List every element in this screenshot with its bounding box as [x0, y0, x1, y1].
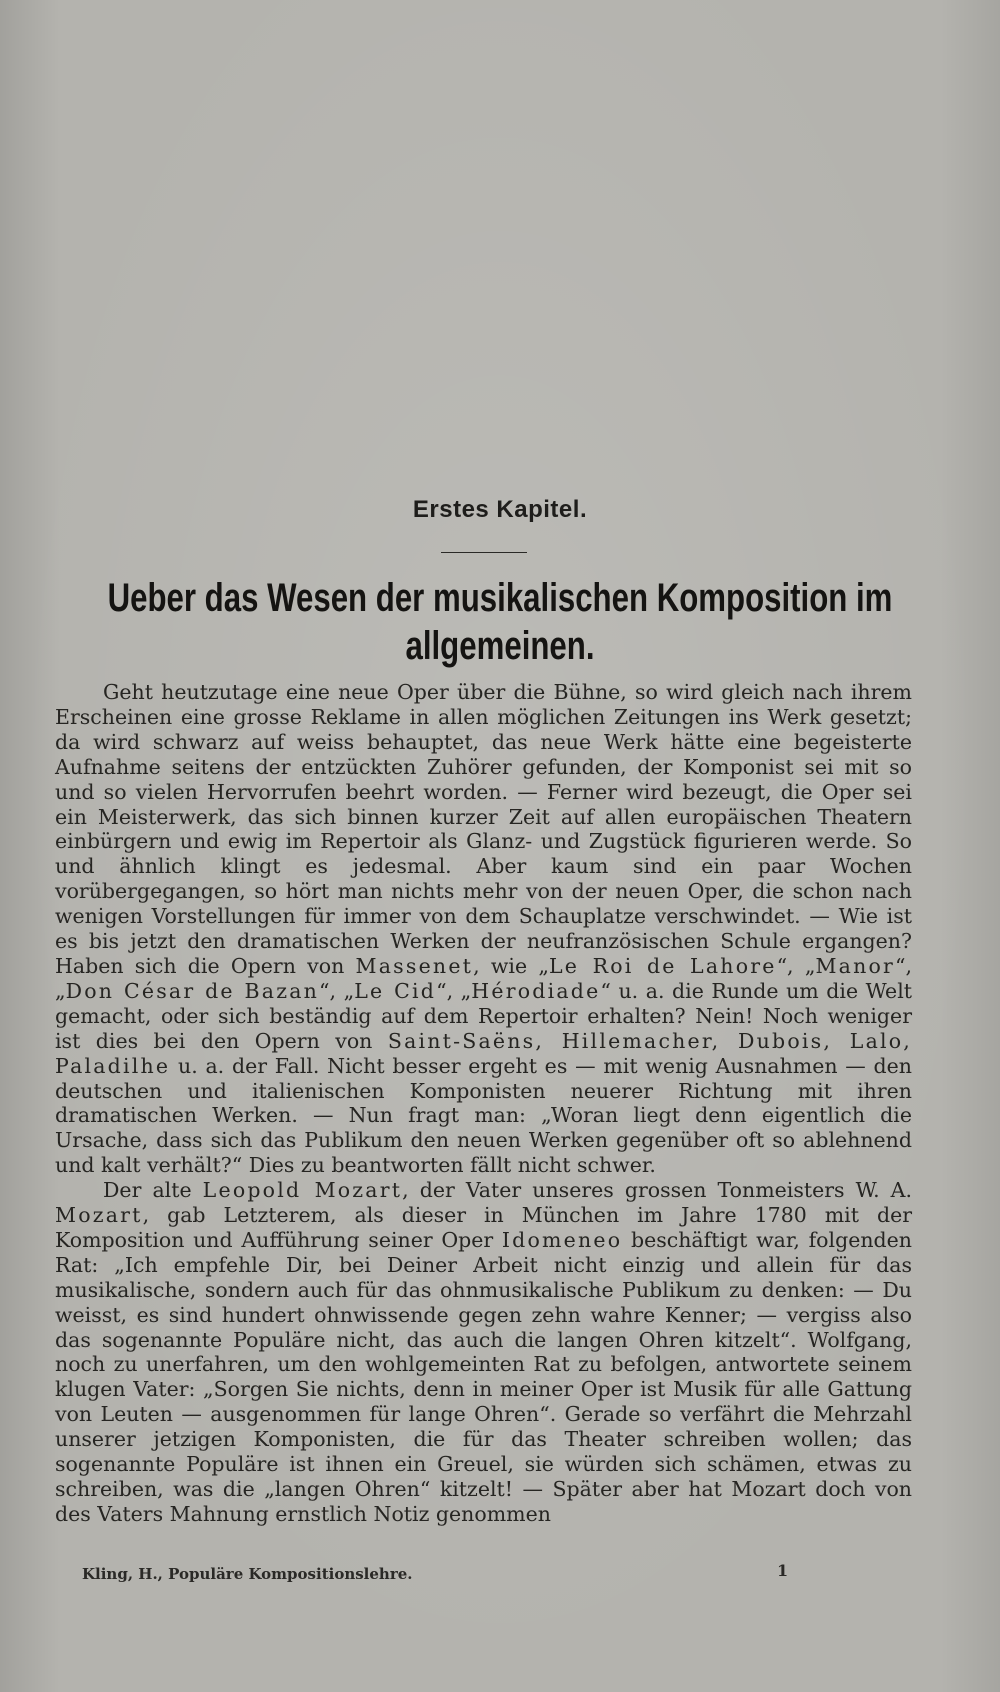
spaced-emphasis: Idomeneo — [501, 1227, 623, 1252]
body-text — [55, 680, 912, 1527]
text-run: u. a. der Fall. Nicht besser ergeht es — mit wenig Ausnahmen — den deutschen und italienischen Komponisten neuerer Richtung mit ihren dramatischen Werken. — Nun fragt man: „Woran liegt denn eigentlich die Ursache, dass sich das Publikum den neuen Werken gegenüber oft so ablehnend und kalt verhält?“ Dies zu beantworten fällt nicht schwer. — [55, 1053, 912, 1178]
spaced-emphasis: Leopold Mozart — [202, 1178, 403, 1203]
text-run: “ u. a. die Runde um die Welt gemacht, oder sich beständig auf dem Repertoir erhalten? Nein! Noch weniger ist dies bei den Opern von — [55, 978, 912, 1053]
paragraph — [55, 680, 912, 1178]
chapter-title: Ueber das Wesen der musikalischen Komposition im allgemeinen. — [107, 576, 893, 668]
spaced-emphasis: Le Roi de Lahore — [548, 953, 777, 978]
text-run: “, „ — [776, 953, 816, 978]
chapter-label: Erstes Kapitel. — [412, 496, 588, 523]
text-run: Geht heutzutage eine neue Oper über die Bühne, so wird gleich nach ihrem Erscheinen eine grosse Reklame in allen möglichen Zeitungen ins Werk gesetzt; da wird schwarz auf weiss behauptet, das neue Werk hätte eine begeisterte Aufnahme seitens der entzückten Zuhörer gefunden, der Komponist sei mit so und so vielen Hervorrufen beehrt worden. — Ferner wird bezeugt, die Oper sei ein Meisterwerk, das sich binnen kurzer Zeit auf allen europäischen Theatern einbürgern und ewig im Repertoir als Glanz- und Zugstück figurieren werde. So und ähnlich klingt es jedesmal. Aber kaum sind ein paar Wochen vorübergegangen, so hört man nichts mehr von der neuen Oper, die schon nach wenigen Vorstellungen für immer von dem Schauplatze verschwindet. — Wie ist es bis jetzt den dramatischen Werken der neufranzösischen Schule ergangen? Haben sich die Opern von — [55, 680, 912, 978]
text-run: , gab Letzterem, als dieser in München im Jahre 1780 mit der Komposition und Aufführung seiner Oper — [55, 1203, 912, 1252]
page-footer — [82, 1561, 912, 1583]
text-run: , der Vater unseres grossen Tonmeisters W. A. — [402, 1178, 912, 1203]
running-title: Kling, H., Populäre Kompositionslehre. — [82, 1565, 413, 1583]
text-run: Der alte — [103, 1178, 203, 1203]
spaced-emphasis: Massenet — [355, 953, 474, 978]
paragraph — [55, 1178, 912, 1527]
spaced-emphasis: Saint-Saëns, Hillemacher, Dubois, Lalo, Paladilhe — [55, 1028, 913, 1078]
text-run: , wie „ — [473, 953, 549, 978]
divider-rule — [441, 552, 527, 553]
text-run: “, „ — [55, 953, 913, 1003]
signature-mark: 1 — [777, 1561, 789, 1580]
text-run: beschäftigt war, folgenden Rat: „Ich empfehle Dir, bei Deiner Arbeit nicht einzig und allein für das musikalische, sondern auch für das ohnmusikalische Publikum zu denken: — Du weisst, es sind hundert ohnwissende gegen zehn wahre Kenner; — vergiss also das sogenannte Populäre nicht, das auch die langen Ohren kitzelt“. Wolfgang, noch zu unerfahren, um den wohlgemeinten Rat zu befolgen, antwortete seinem klugen Vater: „Sorgen Sie nichts, denn in meiner Oper ist Musik für alle Gattung von Leuten — ausgenommen für lange Ohren“. Gerade so verfährt die Mehrzahl unserer jetzigen Komponisten, die für das Theater schreiben wollen; das sogenannte Populäre ist ihnen ein Greuel, sie würden sich schämen, etwas zu schreiben, was die „langen Ohren“ kitzelt! — Später aber hat Mozart doch von des Vaters Mahnung ernstlich Notiz genommen — [55, 1227, 912, 1526]
spaced-emphasis: Le Cid — [354, 978, 437, 1003]
spaced-emphasis: Mozart — [55, 1203, 143, 1228]
text-run: “, „ — [436, 978, 472, 1003]
spaced-emphasis: Manor — [815, 953, 896, 978]
spaced-emphasis: Hérodiade — [471, 978, 601, 1003]
text-run: “, „ — [319, 978, 355, 1003]
spaced-emphasis: Don César de Bazan — [65, 978, 320, 1003]
